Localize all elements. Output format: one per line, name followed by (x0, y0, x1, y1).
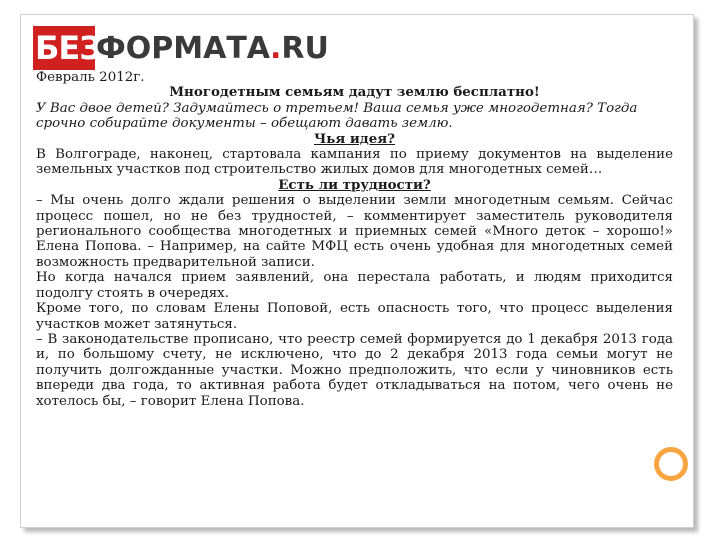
decorative-circle (654, 447, 688, 481)
paragraph: В Волгограде, наконец, стартовала кампания по приему документов на выделение земельных участков под строительство жилых домов для многодетных семей… (36, 147, 673, 178)
subheading-difficulties: Есть ли трудности? (278, 176, 431, 193)
article-headline: Многодетным семьям дадут землю бесплатно! (169, 84, 540, 101)
article-lead: У Вас двое детей? Задумайтесь о третьем! Ваша семья уже многодетная? Тогда срочно собирайте документы – обещают давать землю. (36, 100, 638, 132)
subheading-idea: Чья идея? (314, 130, 395, 147)
article-date: Февраль 2012г. (36, 70, 145, 85)
logo-text: ФОРМАТА.RU (96, 30, 329, 66)
paragraph: Но когда начался прием заявлений, она перестала работать, и людям приходится подолгу стоять в очередях. (36, 270, 673, 301)
paragraph: – Мы очень долго ждали решения о выделении земли многодетным семьям. Сейчас процесс пошел, но не без трудностей, – комментирует заместитель руководителя регионального сообщества многодетных и приемных семей «Много деток – хорошо!» Елена Попова. – Например, на сайте МФЦ есть очень удобная для многодетных семей возможность предварительной записи. (36, 193, 673, 270)
site-logo (33, 26, 329, 70)
article (36, 70, 673, 409)
paragraph: – В законодательстве прописано, что реестр семей формируется до 1 декабря 2013 года и, по большому счету, не исключено, что до 2 декабря 2013 года семьи могут не получить долгожданные участки. Можно предположить, что если у чиновников есть впереди два года, то активная работа будет откладываться на потом, чего очень не хотелось бы, – говорит Елена Попова. (36, 331, 673, 409)
paragraph: Кроме того, по словам Елены Поповой, есть опасность того, что процесс выделения участков может затянуться. (36, 301, 673, 332)
logo-red-box: БЕЗ (33, 26, 95, 70)
